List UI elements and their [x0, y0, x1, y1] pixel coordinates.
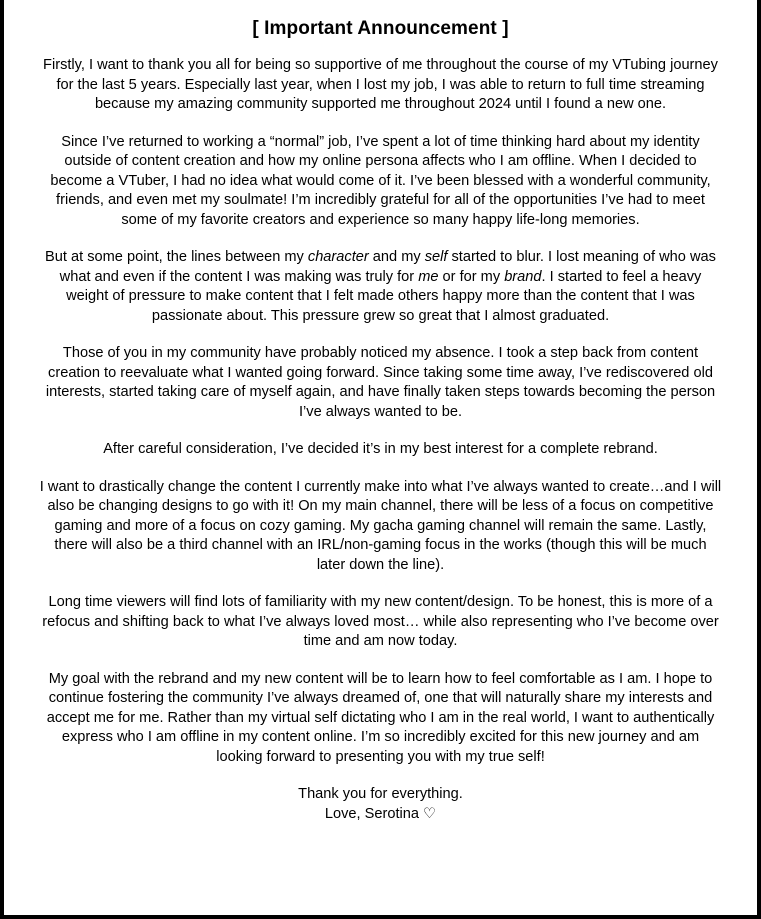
paragraph-2: Since I’ve returned to working a “normal” job, I’ve spent a lot of time thinking hard about my identity outside of content creation and how my online persona affects who I am offline. When I decided to become a VTuber, I had no idea what would come of it. I’ve been blessed with a wonderful community, friends, and even met my soulmate! I’m incredibly grateful for all of the opportunities I’ve had to meet some of my favorite creators and experience so many happy life-long memories. — [50, 133, 711, 228]
announcement-body — [4, 56, 757, 824]
paragraph-6: I want to drastically change the content I currently make into what I’ve always wanted to create…and I will also be changing designs to go with it! On my main channel, there will be less of a focus on competitive gaming and more of a focus on cozy gaming. My gacha gaming channel will remain the same. Lastly, there will also be a third channel with an IRL/non-gaming focus in the works (though this will be much later down the line). — [39, 478, 722, 573]
closing-block — [39, 785, 722, 824]
paragraph-4: Those of you in my community have probably noticed my absence. I took a step back from content creation to reevaluate what I wanted going forward. Since taking some time away, I’ve rediscovered old interests, started taking care of myself again, and have finally taken steps towards becoming the person I’ve always wanted to be. — [45, 345, 716, 420]
paragraph-5: After careful consideration, I’ve decided it’s in my best interest for a complete rebrand. — [103, 441, 658, 457]
emphasis-part-2: and my — [368, 249, 425, 265]
emphasis-part-3: started to blur. I lost meaning of who was what and even if the content I was making was truly for — [59, 249, 716, 285]
emphasis-part-5: . I started to feel a heavy weight of pressure to make content that I felt made others happy more than the content that I was passionate about. This pressure grew so great that I almost graduated. — [66, 268, 702, 324]
bottom-border — [0, 915, 761, 919]
emphasis-word-character: character — [307, 249, 369, 265]
paragraph-1: Firstly, I want to thank you all for being so supportive of me throughout the course of my VTubing journey for the last 5 years. Especially last year, when I lost my job, I was able to return to full time streaming because my amazing community supported me throughout 2024 until I found a new one. — [43, 57, 718, 112]
emphasis-word-me: me — [418, 268, 439, 285]
emphasis-part-1: But at some point, the lines between my — [45, 249, 308, 265]
paragraph-7: Long time viewers will find lots of familiarity with my new content/design. To be honest, this is more of a refocus and shifting back to what I’ve always loved most… while also representing who I’ve become over time and am now today. — [42, 594, 719, 649]
emphasis-part-4: or for my — [438, 268, 505, 285]
paragraph-3-emphasis — [39, 248, 722, 326]
right-border — [757, 0, 761, 919]
closing-line-thanks: Thank you for everything. — [298, 786, 463, 802]
emphasis-word-self: self — [424, 249, 448, 265]
paragraph-8: My goal with the rebrand and my new content will be to learn how to feel comfortable as I am. I hope to continue fostering the community I’ve always dreamed of, one that will naturally share my interests and accept me for me. Rather than my virtual self dictating who I am in the real world, I want to authentically express who I am offline in my content online. I’m so incredibly excited for this new journey and am looking forward to presenting you with my true self! — [46, 670, 715, 765]
page-title: [ Important Announcement ] — [252, 18, 509, 39]
closing-line-signature: Love, Serotina ♡ — [324, 805, 437, 822]
emphasis-word-brand: brand — [504, 268, 542, 285]
announcement-sheet — [4, 0, 757, 915]
